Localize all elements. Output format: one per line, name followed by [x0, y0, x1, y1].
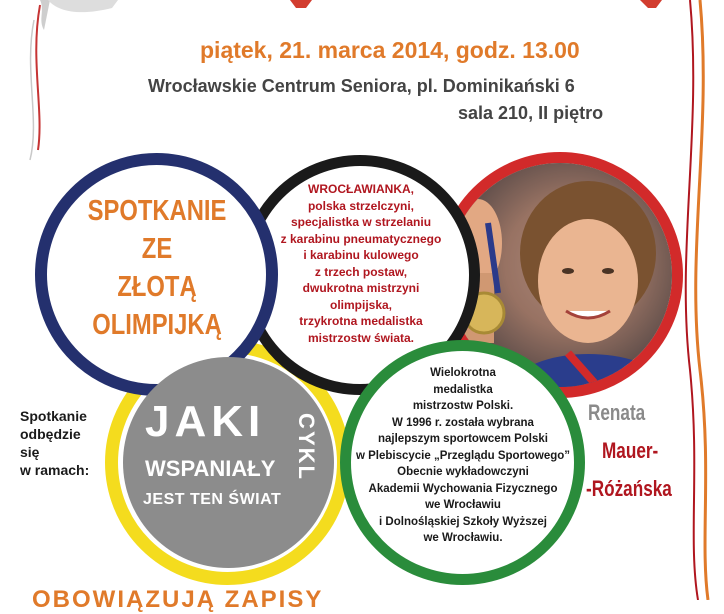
cycle-logo-jest-ten-swiat: JEST TEN ŚWIAT	[143, 491, 282, 508]
green-ring-line: we Wrocławiu	[425, 499, 501, 511]
black-ring-line: mistrzostw świata.	[307, 330, 415, 345]
black-ring-line: z karabinu pneumatycznego	[280, 231, 442, 246]
green-ring-line: W 1996 r. została wybrana	[392, 416, 534, 429]
blue-ring-line: ZŁOTĄ	[117, 271, 197, 303]
side-label	[20, 407, 89, 479]
green-ring-line: Wielokrotna	[430, 367, 496, 379]
black-ring-line: olimpijska,	[329, 297, 393, 312]
green-ring-line: najlepszym sportowcem Polski	[377, 433, 548, 445]
green-ring-line: Obecnie wykładowczyni	[397, 466, 529, 478]
date-line: piątek, 21. marca 2014, godz. 13.00	[200, 37, 580, 63]
blue-ring-headline	[71, 192, 243, 344]
cycle-logo-jaki: JAKI	[145, 397, 266, 446]
black-ring-line: specjalistka w strzelaniu	[290, 215, 432, 229]
side-label-line: Spotkanie	[20, 408, 87, 424]
black-ring-line: dwukrotna mistrzyni	[302, 281, 420, 295]
address-line-1: Wrocławskie Centrum Seniora, pl. Dominikański 6	[148, 76, 575, 96]
blue-ring-line: SPOTKANIE	[87, 195, 227, 227]
athlete-last-name-1: Mauer-	[602, 438, 659, 463]
address-line-2: sala 210, II piętro	[458, 103, 604, 123]
green-ring-description	[350, 365, 576, 547]
blue-ring-line: OLIMPIJKĄ	[92, 309, 222, 341]
green-ring-line: i Dolnośląskiej Szkoły Wyższej	[379, 515, 547, 528]
black-ring-line: polska strzelczyni,	[307, 198, 415, 213]
green-ring-line: medalistka	[433, 383, 493, 396]
side-label-line: w ramach:	[20, 462, 90, 478]
side-label-line: odbędzie	[20, 426, 81, 442]
cycle-logo-wspanialy: WSPANIAŁY	[145, 456, 276, 481]
green-ring-line: w Plebiscycie „Przeglądu Sportowego”	[355, 449, 571, 462]
black-ring-description	[258, 181, 464, 346]
blue-ring-line: ZE	[141, 233, 173, 265]
side-label-line: się	[20, 444, 40, 460]
green-ring-line: we Wrocławiu.	[423, 532, 503, 544]
black-ring-line: z trzech postaw,	[314, 264, 408, 279]
cycle-logo-cykl: CYKL	[293, 413, 319, 481]
footer-registration-note: OBOWIĄZUJĄ ZAPISY	[32, 586, 324, 613]
green-ring-line: mistrzostw Polski.	[412, 400, 514, 412]
black-ring-line: trzykrotna medalistka	[299, 314, 423, 328]
athlete-last-name-2: -Różańska	[586, 476, 672, 501]
black-ring-line: i karabinu kulowego	[303, 248, 419, 262]
green-ring-line: Akademii Wychowania Fizycznego	[368, 482, 558, 495]
black-ring-line: WROCŁAWIANKA,	[308, 182, 414, 196]
athlete-first-name: Renata	[588, 400, 646, 425]
